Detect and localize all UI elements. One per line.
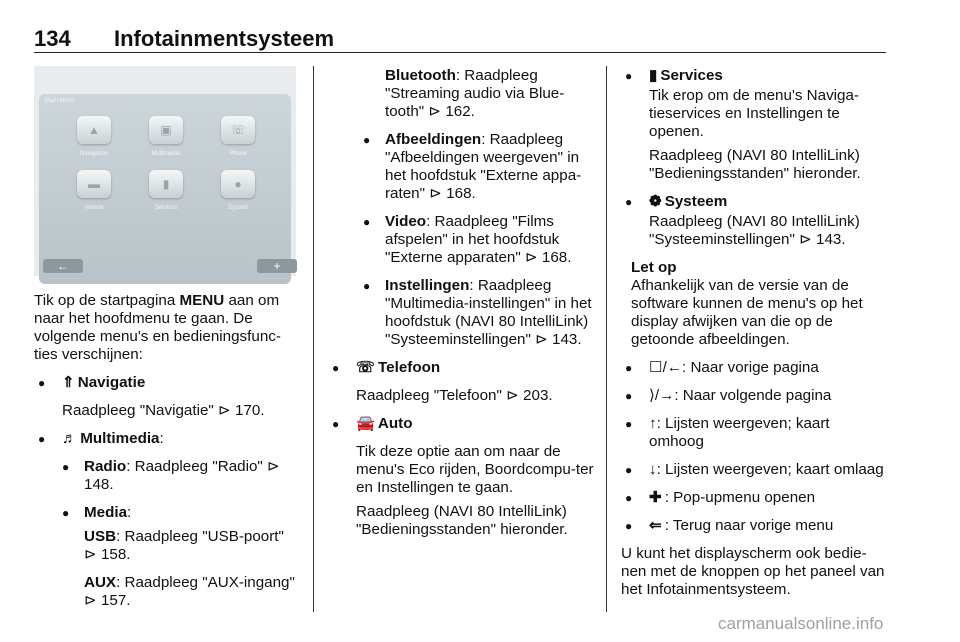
multimedia-sublist bbox=[34, 458, 300, 610]
list-item-list-down: ● ↓: Lijsten weergeven; kaart omlaag bbox=[621, 461, 887, 479]
colon: : bbox=[159, 430, 164, 447]
page-number: 134 bbox=[34, 26, 71, 51]
item-text: : Pop-upmenu openen bbox=[664, 489, 816, 506]
item-label: Systeem bbox=[664, 193, 728, 210]
item-label: Auto bbox=[377, 415, 413, 432]
tile-label-services: Services bbox=[154, 205, 178, 211]
sub-item-video bbox=[363, 213, 594, 267]
column-2 bbox=[328, 67, 594, 549]
services-ref: Raadpleeg (NAVI 80 IntelliLink) "Bedieningsstanden" hieronder. bbox=[649, 147, 861, 182]
intro-text-a: Tik op de startpagina bbox=[34, 292, 180, 309]
vehicle-car-icon: ▬ bbox=[77, 170, 111, 198]
item-label: Instellingen bbox=[385, 277, 470, 294]
tile-label-multimedia: Multimedia bbox=[151, 151, 181, 157]
menu-keyword: MENU bbox=[179, 292, 225, 309]
services-briefcase-icon: ▮ bbox=[149, 170, 183, 198]
screen-panel bbox=[39, 94, 291, 284]
phone-icon: ☏ bbox=[221, 116, 255, 144]
item-desc: : Raadpleeg "Streaming audio via Blue-tooth" ⊳ 162. bbox=[385, 67, 565, 120]
list-item-next-page: ● ⟩/→: Naar volgende pagina bbox=[621, 387, 887, 405]
watermark-text: carmanualsonline.info bbox=[718, 614, 884, 633]
intro-paragraph bbox=[34, 292, 300, 364]
item-desc: : Raadpleeg "Radio" ⊳ 148. bbox=[84, 458, 280, 493]
briefcase-icon: ▮ bbox=[649, 67, 658, 84]
navigatie-desc: Raadpleeg "Navigatie" ⊳ 170. bbox=[62, 402, 265, 419]
column-divider-1 bbox=[313, 66, 314, 612]
list-item-back bbox=[621, 517, 887, 535]
item-label: Afbeeldingen bbox=[385, 131, 482, 148]
item-label: Bluetooth bbox=[385, 67, 456, 84]
list-item-systeem bbox=[621, 193, 887, 211]
item-label: Telefoon bbox=[378, 359, 441, 376]
screen-title: Main Menu bbox=[45, 98, 75, 104]
tile-label-system: System bbox=[227, 205, 248, 211]
services-desc: Tik erop om de menu's Naviga-tieservices en Instellingen te openen. bbox=[649, 87, 859, 140]
item-label: Multimedia bbox=[80, 430, 160, 447]
note-title: Let op bbox=[631, 259, 677, 276]
tile-label-phone: Phone bbox=[229, 151, 247, 157]
sub-item-radio bbox=[62, 458, 300, 494]
aux-label: AUX bbox=[84, 574, 117, 591]
auto-ref: Raadpleeg (NAVI 80 IntelliLink) "Bedieningsstanden" hieronder. bbox=[356, 503, 568, 538]
list-item-list-up: ● ↑: Lijsten weergeven; kaart omhoog bbox=[621, 415, 887, 451]
item-desc: : Raadpleeg "Afbeeldingen weergeven" in het hoofdstuk "Externe appa-raten" ⊳ 168. bbox=[385, 131, 582, 202]
list-item-telefoon bbox=[328, 359, 594, 377]
plus-icon: ✚ bbox=[649, 489, 662, 506]
list-item-auto bbox=[328, 415, 594, 433]
multimedia-icon: ♬ bbox=[62, 430, 78, 447]
multimedia-sublist-cont bbox=[328, 131, 594, 349]
column-3 bbox=[621, 67, 887, 609]
sub-item-instellingen bbox=[363, 277, 594, 349]
item-text: : Terug naar vorige menu bbox=[664, 517, 834, 534]
list-item-services bbox=[621, 67, 887, 85]
systeem-ref: Raadpleeg (NAVI 80 IntelliLink) "Systeeminstellingen" ⊳ 143. bbox=[649, 213, 860, 248]
system-gear-icon: ● bbox=[221, 170, 255, 198]
navigation-icon: ⇑ bbox=[62, 374, 75, 391]
plus-icon: + bbox=[257, 259, 297, 273]
item-label: Media bbox=[84, 504, 128, 521]
car-icon: 🚘 bbox=[356, 415, 375, 432]
usb-text: : Raadpleeg "USB-poort" ⊳ 158. bbox=[84, 528, 284, 563]
tile-label-navigation: Navigation bbox=[79, 151, 109, 157]
navigation-road-icon: ▲ bbox=[77, 116, 111, 144]
intro-text-c: aan om naar het hoofdmenu te gaan. De volgende menu's en bedieningsfunc-ties verschijnen: bbox=[34, 292, 281, 363]
item-label: Navigatie bbox=[77, 374, 146, 391]
list-item-multimedia bbox=[34, 430, 300, 448]
aux-desc bbox=[84, 574, 300, 610]
multimedia-image-icon: ▣ bbox=[149, 116, 183, 144]
list-item-popup bbox=[621, 489, 887, 507]
closing-paragraph: U kunt het displayscherm ook bedie-nen met de knoppen op het paneel van het Infotainmentsysteem. bbox=[621, 545, 885, 598]
item-desc: : Raadpleeg "Multimedia-instellingen" in het hoofdstuk (NAVI 80 IntelliLink) "Systeeminstellingen" ⊳ 143. bbox=[385, 277, 592, 348]
auto-desc: Tik deze optie aan om naar de menu's Eco rijden, Boordcompu-ter en Instellingen te gaan. bbox=[356, 443, 594, 496]
note-text: Afhankelijk van de versie van de software kunnen de menu's op het display afwijken van die op de getoonde afbeeldingen. bbox=[631, 277, 863, 348]
main-menu-screenshot bbox=[34, 66, 296, 276]
item-label: Services bbox=[660, 67, 723, 84]
column-divider-2 bbox=[606, 66, 607, 612]
note-box bbox=[621, 259, 887, 349]
list-item-prev-page: ● ☐/←: Naar vorige pagina bbox=[621, 359, 887, 377]
usb-desc bbox=[84, 528, 300, 564]
gear-icon: ❁ bbox=[649, 193, 662, 210]
phone-icon: ☏ bbox=[356, 359, 375, 376]
item-label: Video bbox=[385, 213, 427, 230]
bluetooth-item bbox=[328, 67, 594, 121]
back-arrow-icon: ⇐ bbox=[649, 517, 662, 534]
page-header bbox=[34, 26, 886, 53]
telefoon-desc: Raadpleeg "Telefoon" ⊳ 203. bbox=[356, 387, 553, 404]
usb-label: USB bbox=[84, 528, 117, 545]
sub-item-media bbox=[62, 504, 300, 610]
item-desc: : Raadpleeg "Films afspelen" in het hoofdstuk "Externe apparaten" ⊳ 168. bbox=[385, 213, 572, 266]
page-title: Infotainmentsysteem bbox=[114, 26, 335, 51]
tile-label-vehicle: Vehicle bbox=[84, 205, 104, 211]
sub-item-afbeeldingen bbox=[363, 131, 594, 203]
item-label: Radio bbox=[84, 458, 127, 475]
column-1 bbox=[34, 292, 300, 620]
aux-text: : Raadpleeg "AUX-ingang" ⊳ 157. bbox=[84, 574, 295, 609]
colon: : bbox=[127, 504, 132, 521]
list-item-navigatie bbox=[34, 374, 300, 392]
back-arrow-icon: ← bbox=[43, 259, 83, 273]
